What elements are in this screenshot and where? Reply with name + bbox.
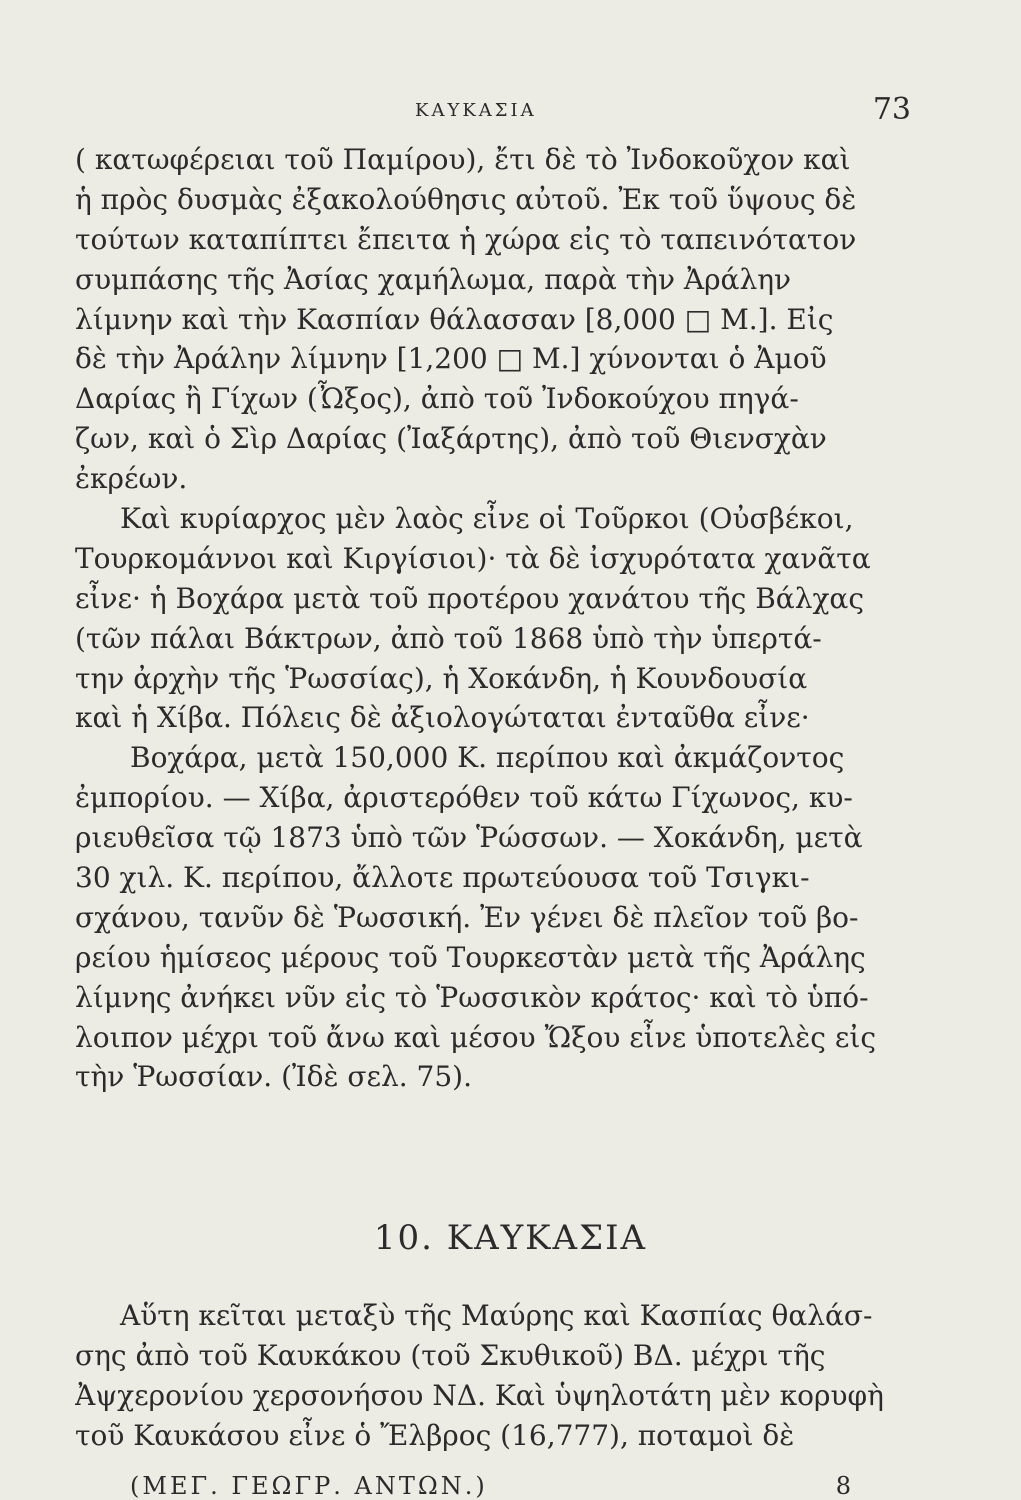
- text-line: λίμνης ἀνήκει νῦν εἰς τὸ Ῥωσσικὸν κράτος· καὶ τὸ ὑπό-: [75, 980, 869, 1014]
- text-line: ἐμπορίου. — Χίβα, ἀριστερόθεν τοῦ κάτω Γίχωνος, κυ-: [75, 781, 853, 815]
- section-heading: 10. ΚΑΥΚΑΣΙΑ: [373, 1218, 648, 1258]
- text-line: Καὶ κυρίαρχος μὲν λαὸς εἶνε οἱ Τοῦρκοι (Οὐσβέκοι,: [120, 502, 854, 536]
- text-line: σχάνου, τανῦν δὲ Ῥωσσική. Ἐν γένει δὲ πλεῖον τοῦ βο-: [75, 900, 859, 934]
- page-footer: [0, 1470, 1021, 1500]
- text-line: Αὕτη κεῖται μεταξὺ τῆς Μαύρης καὶ Κασπίας θαλάσ-: [120, 1299, 873, 1332]
- text-line: ἐκρέων.: [75, 462, 188, 496]
- section-text: [75, 1296, 920, 1456]
- running-head: [0, 92, 1021, 132]
- text-line: Βοχάρα, μετὰ 150,000 Κ. περίπου καὶ ἀκμάζοντος: [130, 741, 845, 775]
- text-line: ζων, καὶ ὁ Σὶρ Δαρίας (Ἰαξάρτης), ἀπὸ τοῦ Θιενσχὰν: [75, 422, 827, 456]
- text-line: την ἀρχὴν τῆς Ῥωσσίας), ἡ Χοκάνδη, ἡ Κουνδουσία: [75, 661, 808, 695]
- text-line: σης ἀπὸ τοῦ Καυκάκου (τοῦ Σκυθικοῦ) ΒΔ. μέχρι τῆς: [75, 1338, 826, 1372]
- text-line: δὲ τὴν Ἀράλην λίμνην [1,200 □ Μ.] χύνονται ὁ Ἀμοῦ: [75, 342, 827, 376]
- text-line: 30 χιλ. Κ. περίπου, ἄλλοτε πρωτεύουσα τοῦ Τσιγκι-: [75, 861, 810, 895]
- running-title: ΚΑΥΚΑΣΙΑ: [415, 100, 537, 121]
- text-line: λίμνην καὶ τὴν Κασπίαν θάλασσαν [8,000 □ Μ.]. Εἰς: [75, 302, 834, 336]
- text-line: συμπάσης τῆς Ἀσίας χαμήλωμα, παρὰ τὴν Ἀράλην: [75, 262, 791, 296]
- text-line: ρείου ἡμίσεος μέρους τοῦ Τουρκεστὰν μετὰ τῆς Ἀράλης: [75, 940, 866, 974]
- sheet-number: 8: [835, 1472, 851, 1500]
- text-line: Δαρίας ἢ Γίχων (Ὦξος), ἀπὸ τοῦ Ἰνδοκούχου πηγά-: [75, 382, 799, 416]
- signature-mark: (ΜΕΓ. ΓΕΩΓΡ. ΑΝΤΩΝ.): [130, 1472, 488, 1500]
- text-line: ριευθεῖσα τῷ 1873 ὑπὸ τῶν Ῥώσσων. — Χοκάνδη, μετὰ: [75, 821, 863, 855]
- body-text: [75, 140, 920, 1097]
- text-line: εἶνε· ἡ Βοχάρα μετὰ τοῦ προτέρου χανάτου τῆς Βάλχας: [75, 581, 865, 615]
- text-line: τὴν Ῥωσσίαν. (Ἰδὲ σελ. 75).: [75, 1060, 472, 1094]
- text-line: τούτων καταπίπτει ἔπειτα ἡ χώρα εἰς τὸ ταπεινότατον: [75, 222, 857, 256]
- text-line: ( κατωφέρειαι τοῦ Παμίρου), ἔτι δὲ τὸ Ἰνδοκοῦχον καὶ: [75, 143, 851, 176]
- text-line: Ἀψχερονίου χερσονήσου ΝΔ. Καὶ ὑψηλοτάτη μὲν κορυφὴ: [75, 1378, 884, 1412]
- text-line: λοιπον μέχρι τοῦ ἄνω καὶ μέσου Ὤξου εἶνε ὑποτελὲς εἰς: [75, 1020, 876, 1054]
- text-line: Τουρκομάννοι καὶ Κιργίσιοι)· τὰ δὲ ἰσχυρότατα χανᾶτα: [75, 541, 871, 575]
- text-line: ἡ πρὸς δυσμὰς ἐξακολούθησις αὐτοῦ. Ἐκ τοῦ ὕψους δὲ: [75, 182, 857, 216]
- text-line: τοῦ Καυκάσου εἶνε ὁ Ἔλβρος (16,777), ποταμοὶ δὲ: [75, 1418, 795, 1452]
- text-line: καὶ ἡ Χίβα. Πόλεις δὲ ἀξιολογώταται ἐνταῦθα εἶνε·: [75, 701, 810, 735]
- text-line: (τῶν πάλαι Βάκτρων, ἀπὸ τοῦ 1868 ὑπὸ τὴν ὑπερτά-: [75, 621, 822, 655]
- page-number: 73: [872, 92, 911, 127]
